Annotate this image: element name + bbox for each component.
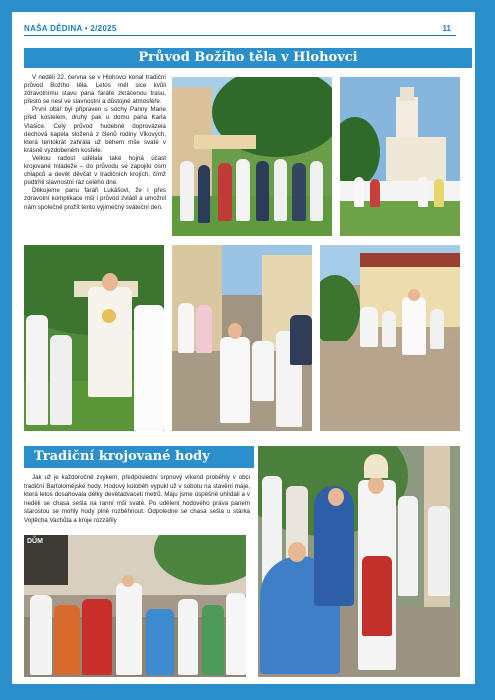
article-1-body [24,74,166,212]
article-1-paragraph: Velkou radost udělala také hojná účast krojované mládeže – do průvodu se zapojilo osm chlapců a devět děvčat v tradičních krojích, čímž podtrhli slavnostní ráz celého dne. [24,154,166,187]
publication-name: NAŠA DĚDINA • 2/2025 [24,24,117,33]
photo-children-courtyard [320,245,460,431]
article-1-title: Průvod Božího těla v Hlohovci [138,50,358,65]
page-number: 11 [442,24,451,33]
photo-costumed-couple [258,446,460,677]
photo-girls-costumes [172,245,312,431]
page-frame-right [475,0,495,700]
photo-procession-canopy [172,77,332,236]
photo-priest-monstrance [24,245,164,431]
page-frame-top [0,0,495,12]
page-frame-bottom [0,684,495,700]
header-rule [24,35,456,36]
article-1-title-banner [24,48,472,68]
article-2-title: Tradiční krojované hody [34,449,210,464]
building-sign: DŮM [27,538,43,545]
article-2-title-banner [24,446,254,468]
article-1-paragraph: Děkujeme panu faráři Lukášovi, že i přes zdravotní komplikace mši i průvod zvládl a umožnil nám společně prožít tento výjimečný sváteční den. [24,187,166,211]
article-1-paragraph: V neděli 22. června se v Hlohovci konal tradiční průvod Božího těla. Letos měl sice kvůli zdravotnímu stavu pana faráře zkrácenou trasu, přesto se nesl ve slavnostní a důstojné atmosféře. [24,74,166,106]
article-1-paragraph: První oltář byl připraven u sochy Panny Marie před kostelem, druhý pak u domu pana Karla Vlašice. Celý průvod hudebně doprovázela dechová kapela složená z členů rodiny Vlkových, která tentokrát zahrála už během mše svaté v krásně vyzdobeném kostele. [24,106,166,154]
page-frame-left [0,0,12,700]
article-2-paragraph: Jak už je každoročně zvykem, předposlední srpnový víkend proběhly v obci tradiční Bartolomějské hody. Hodový koloběh vypukl už v sobotu na stavění máje, která letos dosahovala délky devětadvaceti metrů. Máju jsme úspěšně uhlídali a v neděli se chasa sešla na ranní mši svaté. Po udělení hodového práva panem starostou se mohly hody plně rozběhnout. Odpoledne se chasa sešla u stárka Vojtěcha Vachůta a kroje rozzářily [24,474,250,524]
photo-church-altar [340,77,460,236]
article-2-body [24,474,250,526]
photo-dancing-couples [24,535,246,677]
